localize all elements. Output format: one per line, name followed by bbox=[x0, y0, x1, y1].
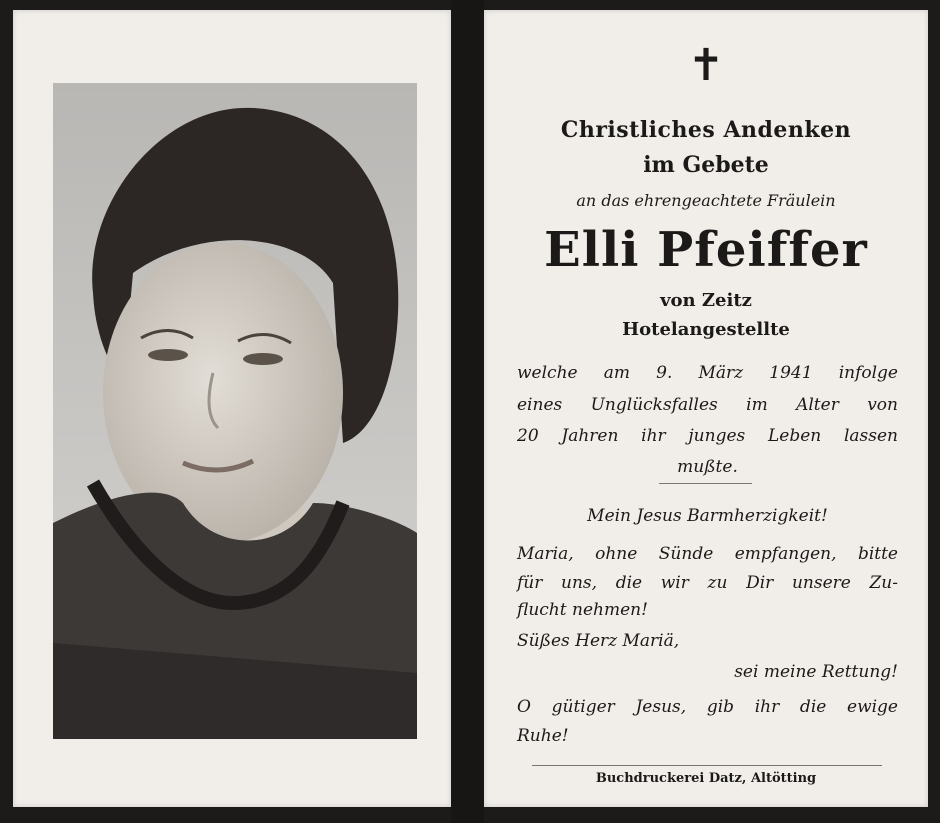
footer-divider bbox=[532, 765, 882, 766]
text-line: 20 Jahren ihr junges Leben lassen bbox=[517, 426, 898, 446]
cross-icon: ✝ bbox=[687, 40, 725, 91]
portrait-image bbox=[53, 83, 417, 739]
prayer-line: Süßes Herz Mariä, bbox=[517, 631, 680, 651]
prayer-line: flucht nehmen! bbox=[517, 600, 648, 620]
text-line: eines Unglücksfalles im Alter von bbox=[517, 395, 898, 415]
prayer-line: sei meine Rettung! bbox=[734, 662, 898, 682]
text-line: mußte. bbox=[677, 457, 738, 477]
prayer-line: für uns, die wir zu Dir unsere Zu- bbox=[517, 573, 898, 593]
memorial-card bbox=[484, 10, 928, 807]
heading-line-1: Christliches Andenken bbox=[560, 117, 852, 143]
prayer-line: Maria, ohne Sünde empfangen, bitte bbox=[517, 544, 898, 564]
deceased-name: Elli Pfeiffer bbox=[544, 222, 868, 278]
prayer-line: O gütiger Jesus, gib ihr die ewige bbox=[517, 697, 898, 717]
portrait-photo bbox=[53, 83, 417, 739]
heading-line-2: im Gebete bbox=[643, 152, 769, 178]
origin-text: von Zeitz bbox=[660, 290, 752, 311]
card-fold bbox=[451, 0, 484, 823]
printer-credit: Buchdruckerei Datz, Altötting bbox=[595, 771, 817, 786]
prayer-line: Mein Jesus Barmherzigkeit! bbox=[587, 506, 828, 526]
divider bbox=[659, 483, 752, 484]
text-line: welche am 9. März 1941 infolge bbox=[517, 363, 898, 383]
occupation-text: Hotelangestellte bbox=[622, 319, 790, 340]
intro-text: an das ehrengeachtete Fräulein bbox=[576, 191, 836, 210]
photo-panel bbox=[13, 10, 451, 807]
prayer-line: Ruhe! bbox=[517, 726, 569, 746]
